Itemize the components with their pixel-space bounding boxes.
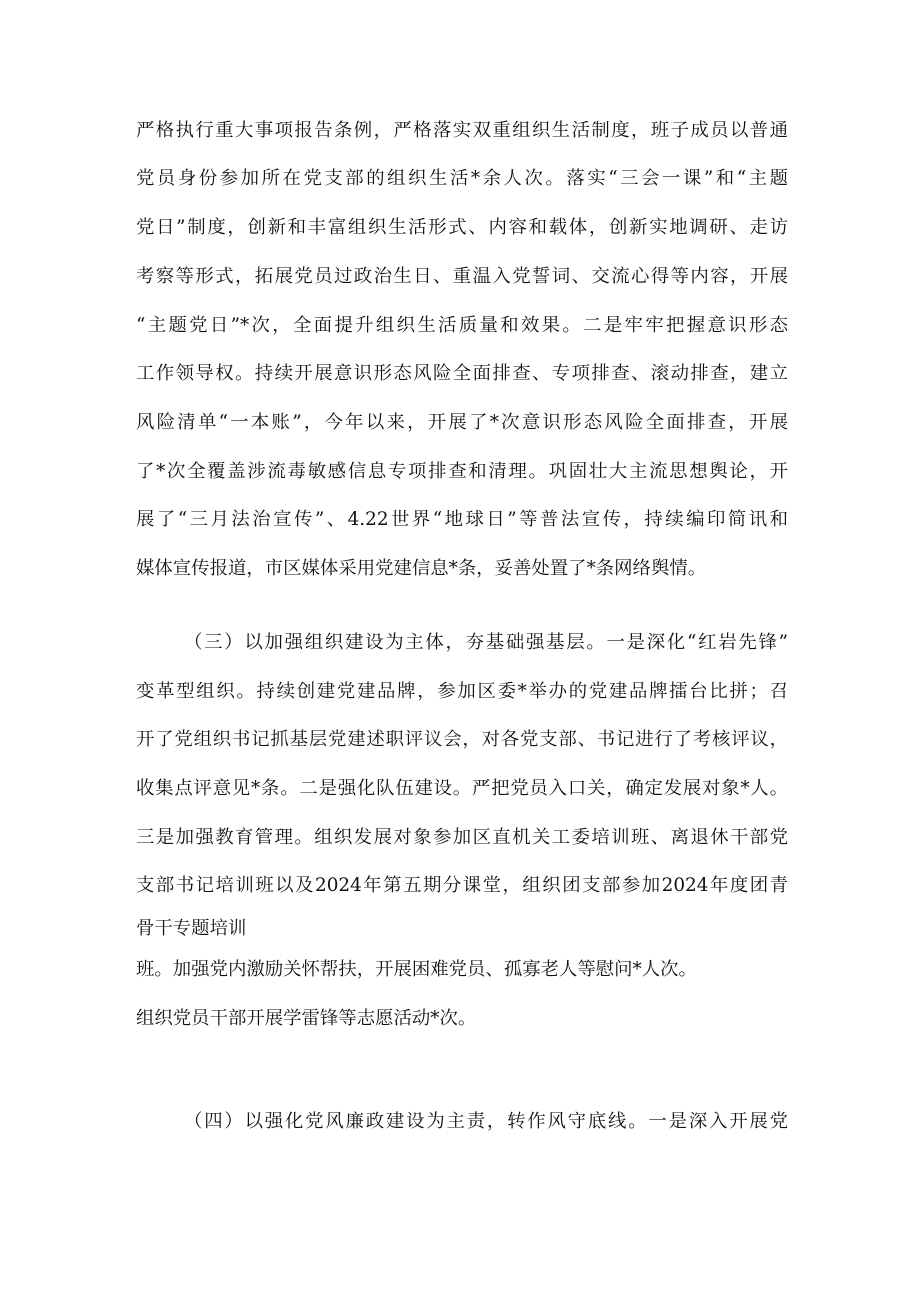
text-line: 变革型组织。持续创建党建品牌，参加区委*举办的党建品牌擂台比拼；召	[136, 681, 788, 702]
section-heading-line: （四）以强化党风廉政建设为主责，转作风守底线。一是深入开展党	[184, 1111, 788, 1132]
section-heading-line: （三）以加强组织建设为主体，夯基础强基层。一是深化“红岩先锋”	[184, 632, 788, 653]
text-line: 严格执行重大事项报告条例，严格落实双重组织生活制度，班子成员以普通	[136, 120, 788, 141]
text-line: 了*次全覆盖涉流毒敏感信息专项排查和清理。巩固壮大主流思想舆论，开	[136, 461, 788, 482]
text-line: 组织党员干部开展学雷锋等志愿活动*次。	[136, 1008, 477, 1029]
text-line: 媒体宣传报道，市区媒体采用党建信息*条，妥善处置了*条网络舆情。	[136, 558, 707, 579]
text-line: 骨干专题培训	[136, 918, 247, 939]
text-line: 展了“三月法治宣传”、4.22世界“地球日”等普法宣传，持续编印简讯和	[136, 509, 788, 530]
text-line: “主题党日”*次，全面提升组织生活质量和效果。二是牢牢把握意识形态	[136, 315, 788, 336]
text-line: 党日”制度，创新和丰富组织生活形式、内容和载体，创新实地调研、走访	[136, 217, 788, 238]
text-line: 三是加强教育管理。组织发展对象参加区直机关工委培训班、离退休干部党	[136, 827, 788, 848]
text-line: 风险清单“一本账”，今年以来，开展了*次意识形态风险全面排查，开展	[136, 412, 788, 433]
text-line: 开了党组织书记抓基层党建述职评议会，对各党支部、书记进行了考核评议，	[136, 729, 788, 750]
text-line: 收集点评意见*条。二是强化队伍建设。严把党员入口关，确定发展对象*人。	[136, 778, 788, 799]
text-line: 考察等形式，拓展党员过政治生日、重温入党誓词、交流心得等内容，开展	[136, 266, 788, 287]
text-line: 工作领导权。持续开展意识形态风险全面排查、专项排查、滚动排查，建立	[136, 363, 788, 384]
text-line: 支部书记培训班以及2024年第五期分课堂，组织团支部参加2024年度团青	[136, 875, 788, 896]
text-line: 党员身份参加所在党支部的组织生活*余人次。落实“三会一课”和“主题	[136, 168, 788, 189]
text-line: 班。加强党内激励关怀帮扶，开展困难党员、孤寡老人等慰问*人次。	[136, 959, 697, 980]
